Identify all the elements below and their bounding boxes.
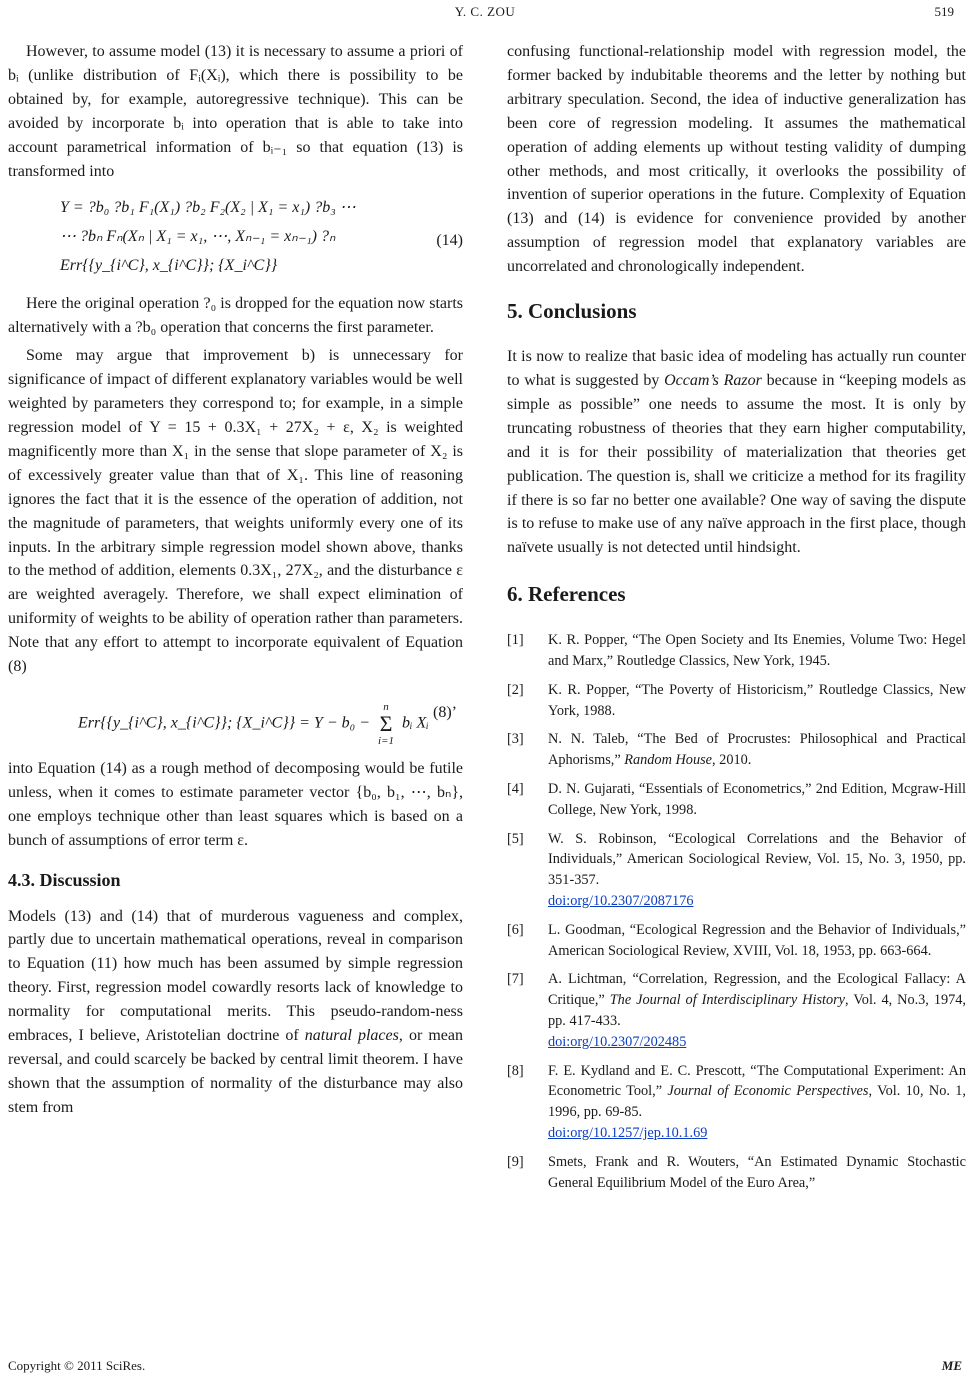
equation-lhs: Err{{y_{i^C}, x_{i^C}}; {X_i^C}} xyxy=(78,714,296,732)
equation-rhs: = Y − b₀ − xyxy=(299,714,370,732)
reference-list xyxy=(507,630,966,1193)
sum-upper: n xyxy=(383,700,389,713)
reference-number: [7] xyxy=(507,971,524,988)
reference-text: F. E. Kydland and E. C. Prescott, “The Computational Experiment: An Econometric Tool,” xyxy=(548,1062,966,1100)
paragraph-italic: natural places xyxy=(304,1027,399,1045)
reference-item xyxy=(507,1061,966,1144)
left-column xyxy=(8,40,463,1120)
reference-text: Smets, Frank and R. Wouters, “An Estimated Dynamic Stochastic General Equilibrium Model of the Euro Area,” xyxy=(548,1153,966,1191)
reference-text: K. R. Popper, “The Open Society and Its Enemies, Volume Two: Hegel and Marx,” Routledge Classics, New York, 1945. xyxy=(548,632,966,670)
reference-number: [2] xyxy=(507,681,524,698)
copyright-notice: Copyright © 2011 SciRes. xyxy=(8,1358,146,1373)
reference-number: [1] xyxy=(507,632,524,649)
paragraph: into Equation (14) as a rough method of decomposing would be futile unless, when it comes to estimate parameter vector {b₀, b₁, ⋯, bₙ}, one employs technique other than least squares which is based on a bunch of assumptions of error term ε. xyxy=(8,759,463,849)
section-heading: 4.3. Discussion xyxy=(8,869,121,890)
reference-italic: Journal of Economic Perspectives xyxy=(667,1083,869,1100)
reference-item xyxy=(507,920,966,962)
sigma-icon: Σ xyxy=(379,710,393,736)
equation-14 xyxy=(8,193,463,280)
paragraph-text: It is now to realize that basic idea of modeling has actually run counter to what is suggested by xyxy=(507,348,966,389)
running-title: Y. C. ZOU xyxy=(454,4,516,19)
page-number: 519 xyxy=(934,4,954,19)
paragraph-text: , or mean reversal, and could scarcely be backed by central limit theorem. I have shown that the assumption of normality of the disturbance may also stem from xyxy=(8,1027,464,1116)
reference-text: , Vol. 4, No.3, 1974, pp. 417-433. xyxy=(548,992,967,1029)
paragraph: However, to assume model (13) it is necessary to assume a priori of bᵢ (unlike distribution of Fᵢ(Xᵢ), which there is possibility to be obtained by, for example, autoregressive technique). This can be avoided by incorporate bᵢ into operation that is able to take into account parametrical information of bᵢ₋₁ so that equation (13) is transformed into xyxy=(8,43,463,180)
reference-text: A. Lichtman, “Correlation, Regression, and the Ecological Fallacy: A Critique,” xyxy=(548,971,966,1009)
page-header xyxy=(0,0,970,24)
right-column xyxy=(507,40,966,1201)
paragraph xyxy=(8,905,463,1120)
reference-text: , 2010. xyxy=(712,752,752,769)
equation-8 xyxy=(8,691,463,747)
equation-line: Y = ?b₀ ?b₁ F₁(X₁) ?b₂ F₂(X₂ | X₁ = x₁) ?b₃ ⋯ xyxy=(60,199,356,217)
equation-line: ⋯ ?bₙ Fₙ(Xₙ | X₁ = x₁, ⋯, Xₙ₋₁ = xₙ₋₁) ?ₙ xyxy=(60,228,336,246)
doi-link[interactable]: doi:org/10.2307/2087176 xyxy=(548,892,694,909)
doi-link[interactable]: doi:org/10.2307/202485 xyxy=(548,1033,687,1050)
doi-link[interactable]: doi:org/10.1257/jep.10.1.69 xyxy=(548,1124,708,1141)
reference-item xyxy=(507,729,966,771)
journal-abbrev: ME xyxy=(941,1358,962,1373)
reference-item xyxy=(507,969,966,1052)
reference-number: [3] xyxy=(507,731,524,748)
equation-expression xyxy=(78,701,429,747)
reference-number: [5] xyxy=(507,830,524,847)
reference-italic: Random House xyxy=(624,752,713,769)
equation-tail: bᵢ Xᵢ xyxy=(401,714,429,732)
reference-text: L. Goodman, “Ecological Regression and the Behavior of Individuals,” American Sociological Review, XVIII, Vol. 18, 1953, pp. 663-664. xyxy=(548,921,966,959)
reference-item xyxy=(507,680,966,722)
paragraph: Some may argue that improvement b) is unnecessary for significance of impact of different explanatory variables would be well weighted by parameters they correspond to; for example, in a simple regression model of Y = 15 + 0.3X₁ + 27X₂ + ε, X₂ is weighted magnificently more than X₁ in the sense that slope parameter of X₂ is of excessively greater value than that of X₁. This line of reasoning ignores the fact that it is the essence of the operation of addition, not the magnitude of parameters, that weights uniformly every one of its inputs. In the arbitrary simple regression model shown above, thanks to the method of addition, elements 0.3X₁, 27X₂, and the disturbance ε are weighted averagely. Therefore, we shall expect elimination of uniformity of weights to be ability of operation rather than parameters. Note that any effort to attempt to incorporate equivalent of Equation (8) xyxy=(8,347,463,676)
reference-italic: The Journal of Interdisciplinary History xyxy=(609,992,846,1009)
equation-number: (14) xyxy=(436,232,463,250)
reference-text: K. R. Popper, “The Poverty of Historicism,” Routledge Classics, New York, 1988. xyxy=(548,681,966,719)
paragraph-text: because in “keeping models as simple as possible” one needs to assume the most. It is only by truncating robustness of theories that they earn higher computability, and it is for their possibility of materialization that theories get publication. The question is, shall we criticize a method for its fragility if there is so far no better one available? One way of saving the dispute is to refuse to make use of any naïve approach in the first place, though naïvete usually is not detected until hindsight. xyxy=(507,371,967,557)
section-heading: 6. References xyxy=(507,582,626,607)
reference-item xyxy=(507,829,966,912)
paragraph xyxy=(507,345,966,560)
equation-line: Err{{y_{i^C}, x_{i^C}}; {X_i^C}} xyxy=(60,257,278,275)
reference-number: [6] xyxy=(507,921,524,938)
paragraph-text: Models (13) and (14) that of murderous vagueness and complex, partly due to uncertain mathematical operations, reveal in comparison to Equation (11) how much has been assumed by simple regression theory. First, regression model cowardly resorts lack of knowledge to normality for computational merits. This pseudo-random-ness embraces, I believe, Aristotelian doctrine of xyxy=(8,907,463,1045)
paragraph-italic: Occam’s Razor xyxy=(664,371,762,389)
reference-number: [4] xyxy=(507,781,524,797)
reference-number: [9] xyxy=(507,1153,524,1170)
reference-item xyxy=(507,630,966,672)
paragraph: Here the original operation ?₀ is dropped for the equation now starts alternatively with a ?b₀ operation that concerns the first parameter. xyxy=(8,295,463,337)
sum-lower: i=1 xyxy=(377,734,394,747)
summation-symbol xyxy=(378,701,394,747)
reference-item xyxy=(507,779,966,821)
reference-text: N. N. Taleb, “The Bed of Procrustes: Philosophical and Practical Aphorisms,” xyxy=(548,731,966,769)
paragraph: confusing functional-relationship model with regression model, the former backed by indubitable theorems and the letter by nothing but arbitrary speculation. Second, the idea of inductive generalization has been core of regression modeling. It assumes the mathematical operation of adding elements up without testing validity of dumping other methods, and most critically, it overlooks the possibility of invention of superior operations in the future. Complexity of Equation (13) and (14) is evidence for convenience provided by another assumption of regression model that explanatory variables are uncorrelated and chronologically independent. xyxy=(507,43,966,276)
equation-number: (8)’ xyxy=(433,703,457,721)
section-heading: 5. Conclusions xyxy=(507,299,637,324)
reference-text: , Vol. 10, No. 1, 1996, pp. 69-85. xyxy=(548,1083,966,1121)
reference-number: [8] xyxy=(507,1062,524,1079)
reference-text: W. S. Robinson, “Ecological Correlations and the Behavior of Individuals,” American Sociological Review, Vol. 15, No. 3, 1950, pp. 351-357. xyxy=(548,830,966,889)
page-footer xyxy=(8,1358,962,1374)
reference-text: D. N. Gujarati, “Essentials of Econometrics,” 2nd Edition, Mcgraw-Hill College, New York, 1998. xyxy=(548,781,966,818)
reference-item xyxy=(507,1152,966,1194)
